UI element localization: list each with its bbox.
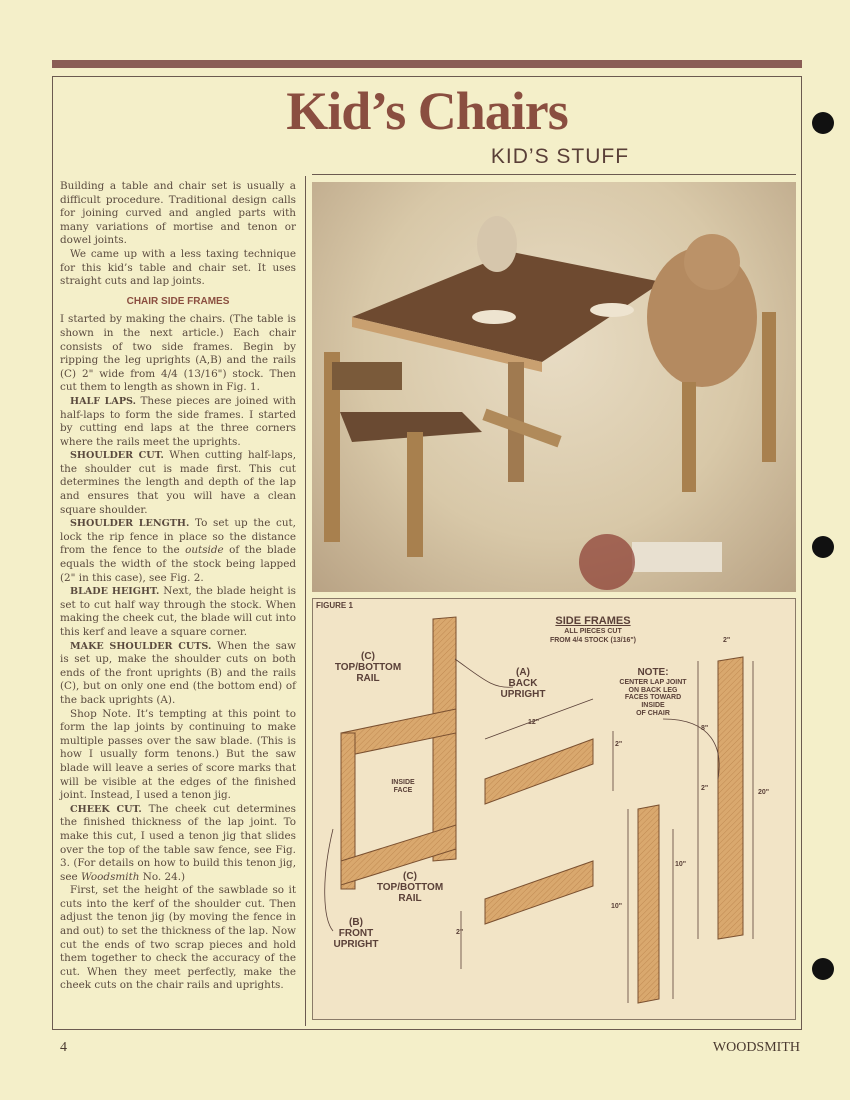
figure-subtitle: FROM 4/4 STOCK (13/16") [549, 637, 637, 644]
chair-right-leg [682, 382, 696, 492]
paragraph [60, 395, 296, 449]
plate [472, 310, 516, 324]
figure-subtitle: ALL PIECES CUT [564, 628, 622, 635]
paragraph [60, 640, 296, 708]
right-border [801, 76, 802, 1030]
article-body [60, 180, 296, 993]
paragraph-text: of the blade equals the width of the stock being lapped (2" in this case), see Fig. 2. [60, 544, 297, 584]
label-c: (C) TOP/BOTTOM RAIL [334, 651, 402, 684]
dim-2-top: 2" [723, 637, 731, 644]
dim-10: 10" [675, 861, 687, 868]
label-letter: C [406, 871, 414, 882]
left-border [52, 76, 53, 1030]
label-inside-face [383, 779, 423, 794]
label-text: RAIL [356, 673, 380, 684]
note-line: OF CHAIR [636, 709, 670, 717]
label-b: (B) FRONT UPRIGHT [333, 917, 379, 950]
label-text: FRONT [338, 928, 374, 939]
section-title: KID’S STUFF [490, 145, 630, 168]
subtitle-rule [312, 174, 796, 175]
chair-right-back [762, 312, 776, 462]
note-text [613, 679, 693, 717]
label-text: TOP/BOTTOM [376, 882, 444, 893]
paragraph: Building a table and chair set is usually a difficult procedure. Traditional design calls for joining curved and angled parts with many variations of mortise and tenon or dowel joints. [60, 180, 296, 247]
lead-in: BLADE HEIGHT. [70, 586, 160, 598]
front-upright-piece [638, 805, 659, 1003]
paragraph-text: No. 24.) [139, 870, 186, 883]
label-text: UPRIGHT [500, 689, 546, 700]
paragraph [60, 517, 296, 585]
paragraph: We came up with a less taxing technique for this kid’s table and chair set. It uses straight cuts and lap joints. [60, 247, 296, 288]
chair-left-leg [407, 432, 423, 557]
label-a: (A) BACK UPRIGHT [500, 667, 546, 700]
binder-hole [812, 112, 834, 134]
paragraph: I started by making the chairs. (The table is shown in the next article.) Each chair consists of two side frames. Begin by ripping the leg uprights (A,B) and the rails (C) 2" wide from 4/4 (13/16") stock. Then cut them to length as shown in Fig. 1. [60, 313, 296, 394]
teapot [477, 216, 517, 272]
label-letter: C [364, 651, 372, 662]
figure-1 [312, 598, 796, 1020]
dim-8: 8" [701, 725, 709, 732]
back-upright-a [433, 617, 456, 861]
dim-2: 2" [615, 741, 623, 748]
note-line: CENTER LAP JOINT [619, 679, 687, 686]
label-text: TOP/BOTTOM [334, 662, 402, 673]
section-heading: CHAIR SIDE FRAMES [126, 295, 230, 307]
paragraph-text: The cheek cut determines the finished thickness of the lap joint. To make this cut, I used a tenon jig that slides over the top of the table saw fence, see Fig. 3. (For details on how to build this tenon jig, see [60, 802, 297, 883]
lead-in: SHOULDER LENGTH. [70, 518, 190, 530]
photo-illustration [312, 182, 796, 592]
rail-c-bottom [485, 861, 593, 924]
label-text: UPRIGHT [333, 939, 379, 950]
paint-tray [632, 542, 722, 572]
photo-table-and-chairs [312, 182, 796, 592]
column-divider [305, 176, 306, 1026]
leader-line [663, 719, 719, 779]
back-upright-piece [718, 657, 743, 939]
paragraph-text: When the saw is set up, make the shoulder cuts on both ends of the front uprights (B) and the rails (C), but on only one end (the bottom end) of the back uprights (A). [60, 639, 297, 706]
paragraph [60, 449, 296, 517]
note-title: NOTE: [637, 667, 669, 678]
paragraph: First, set the height of the sawblade so it cuts into the kerf of the shoulder cut. Then adjust the tenon jig (by moving the fence in and out) to set the thickness of the lap. Now cut the ends of two scrap pieces and hold them together to check the accuracy of the cut. When they meet perfectly, make the cheek cuts on the chair rails and uprights. [60, 884, 296, 992]
label-text: FACE [393, 786, 413, 794]
paragraph-text: Next, the blade height is set to cut half way through the stock. When making the cheek cut, the blade will cut into this kerf and leave a square corner. [60, 585, 296, 638]
magazine-name: WOODSMITH [712, 1040, 800, 1055]
lead-in: MAKE SHOULDER CUTS. [70, 640, 212, 652]
top-rule [52, 60, 802, 68]
header-line [52, 76, 802, 77]
dim-2-mid: 2" [701, 785, 709, 792]
label-c-bottom: (C) TOP/BOTTOM RAIL [376, 871, 444, 904]
dim-12: 12" [528, 719, 540, 726]
paragraph [60, 585, 296, 639]
paragraph [60, 803, 296, 885]
leader-line [325, 829, 333, 931]
emphasis: Woodsmith [80, 870, 140, 883]
binder-hole [812, 958, 834, 980]
paragraph-text: To set up the cut, lock the rip fence in place so the distance from the fence to the [60, 517, 296, 557]
page-title: Kid’s Chairs [286, 81, 568, 141]
figure-label: FIGURE 1 [316, 601, 353, 610]
label-letter: B [352, 917, 360, 928]
plate [590, 303, 634, 317]
note-line: FACES TOWARD [624, 694, 682, 702]
lead-in: HALF LAPS. [70, 395, 136, 407]
teddy-bear-head [684, 234, 740, 290]
dim-20: 20" [758, 789, 770, 796]
paragraph-text: These pieces are joined with half-laps to form the side frames. I started by cutting end laps at the three corners where the rails meet the uprights. [60, 394, 296, 448]
lead-in: CHEEK CUT. [70, 803, 142, 815]
dim-2-bottom: 2" [456, 929, 464, 936]
paragraph-text: When cutting half-laps, the shoulder cut is made first. This cut determines the length and depth of the lap and ensures that you will have a clean square shoulder. [60, 449, 296, 516]
bottom-rule [52, 1029, 802, 1030]
label-letter: A [519, 667, 527, 678]
note-line: ON BACK LEG [628, 686, 678, 694]
paragraph: Shop Note. It’s tempting at this point to form the lap joints by continuing to make multiple passes over the saw blade. (This is how I usually form tenons.) But the saw blade will leave a series of score marks that will be visible at the edges of the finished joint. Instead, I used a tenon jig. [60, 707, 296, 802]
page-number: 4 [60, 1040, 67, 1055]
binder-hole [812, 536, 834, 558]
rail-c-top [485, 739, 593, 804]
lead-in: SHOULDER CUT. [70, 450, 164, 462]
dim-10-b: 10" [611, 903, 623, 910]
chair-left-backrest [332, 362, 402, 390]
game-board [579, 534, 635, 590]
emphasis: outside [185, 544, 224, 557]
note-line: INSIDE [641, 702, 665, 710]
label-text: RAIL [398, 893, 422, 904]
figure-title: SIDE FRAMES [555, 615, 631, 627]
label-text: INSIDE [391, 779, 415, 786]
label-text: BACK [508, 678, 538, 689]
